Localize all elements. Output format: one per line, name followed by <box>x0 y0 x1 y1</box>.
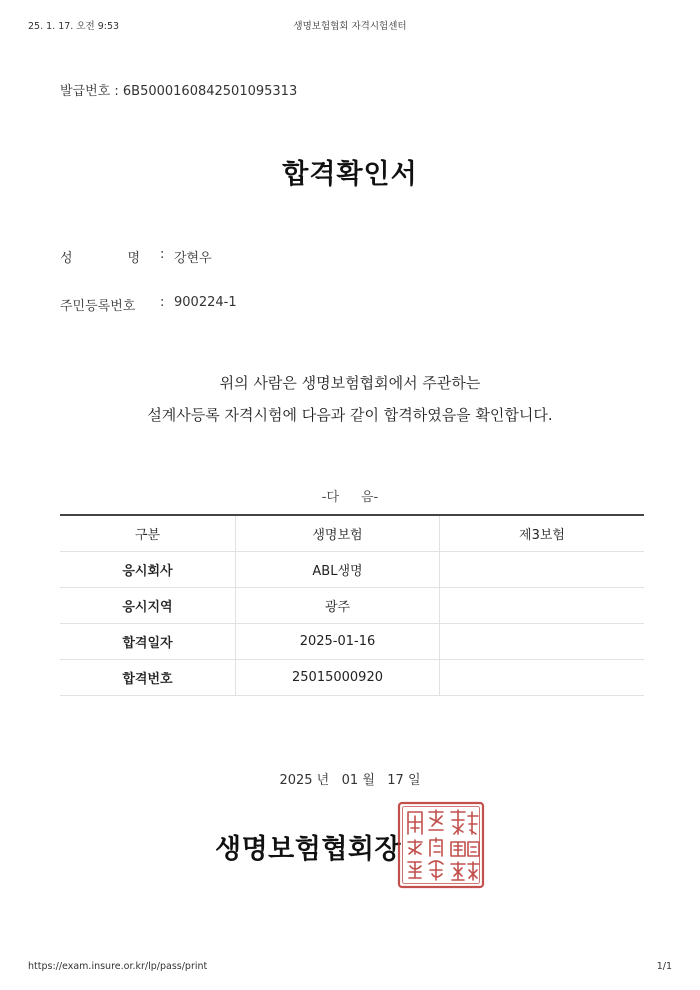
print-date: 25. 1. 17. 오전 9:53 <box>28 21 120 32</box>
row-third-value <box>440 623 645 659</box>
header-life-insurance: 생명보험 <box>236 515 440 551</box>
table-row <box>60 587 644 623</box>
issue-number: 발급번호 : 6B5000160842501095313 <box>60 84 298 99</box>
row-label: 합격번호 <box>60 659 236 695</box>
print-url: https://exam.insure.or.kr/lp/pass/print <box>28 961 208 972</box>
header-category: 구분 <box>60 515 236 551</box>
table-row <box>60 623 644 659</box>
print-page-number: 1/1 <box>656 961 672 972</box>
rrn-label: 주민등록번호 <box>60 299 136 314</box>
document-title: 합격확인서 <box>282 159 418 190</box>
da-eum-heading: -다 음- <box>321 490 379 505</box>
president-title: 생명보험협회장 <box>215 834 402 865</box>
print-page-title: 생명보험협회 자격시험센터 <box>293 21 407 32</box>
row-life-value: ABL생명 <box>236 551 440 587</box>
table-row <box>60 659 644 695</box>
official-seal-icon <box>396 800 486 890</box>
print-header <box>0 18 700 32</box>
table-header-row <box>60 515 644 551</box>
row-third-value <box>440 659 645 695</box>
name-colon: : <box>160 247 165 262</box>
header-third-insurance: 제3보험 <box>440 515 645 551</box>
rrn-value: 900224-1 <box>174 295 237 310</box>
row-label: 합격일자 <box>60 623 236 659</box>
rrn-colon: : <box>160 295 165 310</box>
statement-line-1: 위의 사람은 생명보험협회에서 주관하는 <box>219 374 481 392</box>
statement-line-2: 설계사등록 자격시험에 다음과 같이 합격하였음을 확인합니다. <box>147 406 553 424</box>
row-label: 응시회사 <box>60 551 236 587</box>
print-footer <box>0 961 700 975</box>
result-table <box>60 514 644 696</box>
name-value: 강현우 <box>174 251 212 266</box>
row-third-value <box>440 551 645 587</box>
row-life-value: 25015000920 <box>236 659 440 695</box>
issue-date: 2025 년 01 월 17 일 <box>279 773 421 788</box>
table-row <box>60 551 644 587</box>
row-life-value: 2025-01-16 <box>236 623 440 659</box>
row-life-value: 광주 <box>236 587 440 623</box>
row-third-value <box>440 587 645 623</box>
row-label: 응시지역 <box>60 587 236 623</box>
name-label: 성 명 <box>60 251 140 266</box>
